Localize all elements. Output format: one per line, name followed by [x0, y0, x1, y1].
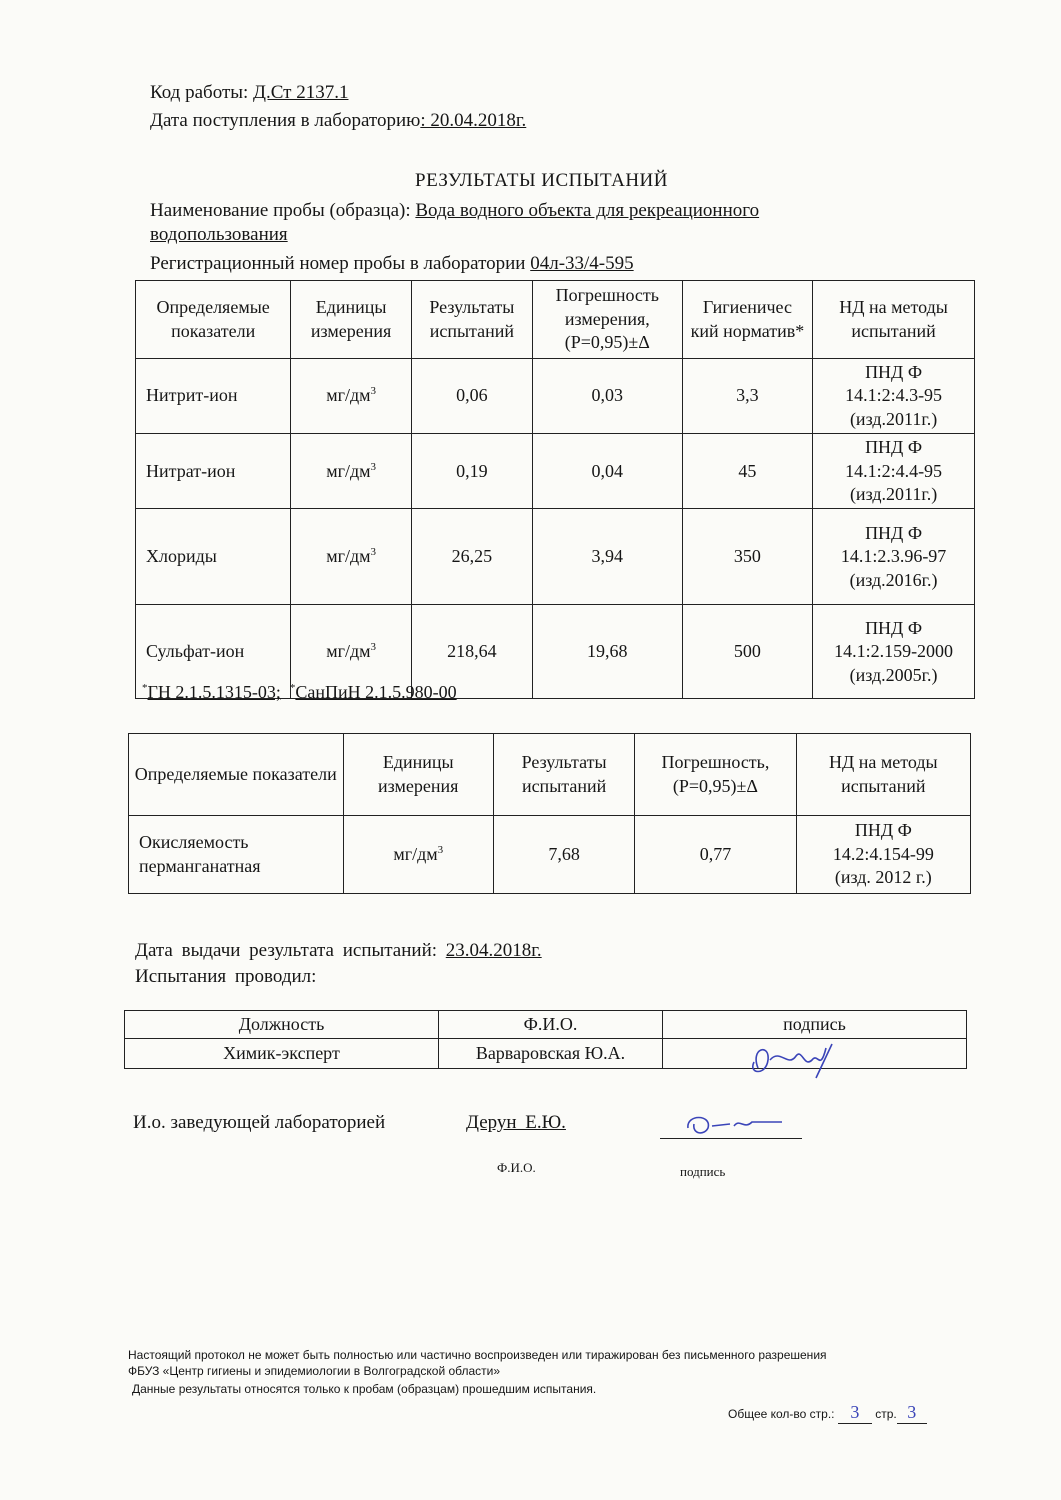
unit-text: мг/дм [326, 460, 371, 481]
row-indicator: Нитрит-ион [136, 359, 291, 434]
row-error: 0,04 [532, 434, 682, 509]
row-result: 0,06 [411, 359, 532, 434]
job-code-value: Д.Ст 2137.1 [253, 82, 349, 103]
staff-table [124, 1010, 967, 1069]
unit-sup: 3 [370, 546, 377, 559]
col-nd: НД на методы испытаний [796, 734, 970, 816]
col-signature: подпись [663, 1011, 967, 1039]
row-unit [291, 509, 412, 605]
indicator-line: перманганатная [139, 855, 261, 876]
unit-text: мг/дм [393, 843, 438, 864]
table-row [136, 359, 975, 434]
row-result: 218,64 [411, 605, 532, 699]
page-label: стр. [875, 1407, 897, 1421]
nd-line: ПНД Ф [865, 437, 923, 458]
table-row [136, 509, 975, 605]
nd-line: ПНД Ф [865, 617, 923, 638]
row-indicator: Сульфат-ион [136, 605, 291, 699]
footer-notice-2: ФБУЗ «Центр гигиены и эпидемиологии в Волгоградской области» [128, 1364, 501, 1378]
nd-line: ПНД Ф [854, 820, 912, 841]
issue-date: 23.04.2018г. [445, 940, 542, 961]
nd-line: 14.1:2.3.96-97 [840, 546, 947, 567]
col-fio: Ф.И.О. [439, 1011, 663, 1039]
nd-line: ПНД Ф [865, 362, 923, 382]
results-table-header [136, 281, 975, 359]
row-nd [813, 509, 975, 605]
col-result: Результаты испытаний [411, 281, 532, 359]
oxidizability-table-header [129, 734, 971, 816]
page-title: РЕЗУЛЬТАТЫ ИСПЫТАНИЙ [415, 170, 668, 191]
sample-name-value-1: Вода водного объекта для рекреационного [415, 200, 760, 221]
row-unit [291, 434, 412, 509]
sample-name-label: Наименование пробы (образца): [150, 200, 411, 221]
signature-caption: подпись [680, 1164, 726, 1179]
col-indicator: Определяемые показатели [129, 734, 344, 816]
footnote-gn: ГН 2.1.5.1315-03; [147, 682, 281, 702]
col-nd: НД на методы испытаний [813, 281, 975, 359]
unit-sup: 3 [370, 460, 377, 473]
unit-text: мг/дм [326, 546, 371, 567]
row-norm: 500 [682, 605, 812, 699]
col-result: Результаты испытаний [493, 734, 634, 816]
row-error: 3,94 [532, 509, 682, 605]
staff-name: Варваровская Ю.А. [439, 1039, 663, 1069]
nd-line: (изд.2011г.) [849, 483, 938, 504]
col-norm: Гигиеничес кий норматив* [682, 281, 812, 359]
nd-line: 14.1:2:4.4-95 [845, 460, 943, 481]
job-code-label: Код работы: [150, 82, 249, 103]
sample-name-cont: водопользования [150, 224, 288, 245]
unit-sup: 3 [437, 843, 444, 856]
unit-sup: 3 [370, 385, 377, 398]
nd-line: 14.1:2:4.3-95 [845, 385, 943, 406]
table-footnote: *ГН 2.1.5.1315-03; *СанПиН 2.1.5.980-00 [142, 682, 457, 702]
row-indicator [129, 816, 344, 894]
col-indicator: Определяемые показатели [136, 281, 291, 359]
row-indicator: Хлориды [136, 509, 291, 605]
footer-notice-1: Настоящий протокол не может быть полностью или частично воспроизведен или тиражирован без письменного разрешения [128, 1348, 827, 1362]
issue-date-label: Дата выдачи результата испытаний: [135, 940, 438, 961]
nd-line: (изд. 2012 г.) [834, 867, 932, 888]
signature-image [740, 1038, 840, 1086]
col-unit: Единицы измерения [343, 734, 493, 816]
col-error: Погрешность, (Р=0,95)±Δ [635, 734, 796, 816]
oxidizability-table [128, 733, 971, 894]
sample-name-value-2 [150, 224, 288, 246]
fio-caption: Ф.И.О. [497, 1160, 536, 1175]
page-number: 3 [897, 1402, 927, 1424]
row-nd [796, 816, 970, 894]
footer-notice-3: Данные результаты относятся только к пробам (образцам) прошедшим испытания. [132, 1382, 597, 1396]
head-name: Дерун Е.Ю. [466, 1112, 566, 1133]
head-signature-image [682, 1110, 792, 1140]
row-norm: 45 [682, 434, 812, 509]
col-error: Погрешность измерения, (Р=0,95)±Δ [532, 281, 682, 359]
received-date: : 20.04.2018г. [420, 110, 527, 131]
indicator-line: Окисляемость [139, 832, 249, 853]
row-error: 0,03 [532, 359, 682, 434]
row-indicator: Нитрат-ион [136, 434, 291, 509]
row-norm: 350 [682, 509, 812, 605]
row-error: 19,68 [532, 605, 682, 699]
nd-line: (изд.2011г.) [849, 408, 938, 429]
col-position: Должность [125, 1011, 439, 1039]
unit-text: мг/дм [326, 641, 371, 662]
nd-line: (изд.2016г.) [849, 569, 938, 590]
nd-line: ПНД Ф [865, 522, 923, 543]
row-nd [813, 359, 975, 434]
staff-table-header [125, 1011, 967, 1039]
col-unit: Единицы измерения [291, 281, 412, 359]
results-table [135, 280, 975, 699]
row-nd [813, 434, 975, 509]
pages-total-label: Общее кол-во стр.: [728, 1407, 835, 1421]
footnote-sanpin: СанПиН 2.1.5.980-00 [295, 682, 457, 702]
received-label: Дата поступления в лабораторию [150, 110, 421, 131]
job-code-line [150, 82, 348, 104]
nd-line: (изд.2005г.) [849, 664, 938, 685]
row-nd [813, 605, 975, 699]
unit-sup: 3 [370, 641, 377, 654]
row-result: 0,19 [411, 434, 532, 509]
table-row [125, 1039, 967, 1069]
table-row [129, 816, 971, 894]
nd-line: 14.1:2.159-2000 [834, 641, 954, 662]
row-result: 7,68 [493, 816, 634, 894]
unit-text: мг/дм [326, 385, 371, 406]
pages-total: 3 [838, 1402, 872, 1424]
issue-date-line [135, 940, 542, 962]
row-result: 26,25 [411, 509, 532, 605]
row-unit [291, 359, 412, 434]
registration-line [150, 253, 634, 275]
staff-position: Химик-эксперт [125, 1039, 439, 1069]
head-label: И.о. заведующей лабораторией [133, 1112, 386, 1133]
sample-name-line [150, 200, 870, 222]
performed-by-label: Испытания проводил: [135, 966, 317, 987]
registration-label: Регистрационный номер пробы в лаборатории [150, 253, 526, 274]
nd-line: 14.2:4.154-99 [832, 843, 934, 864]
page-count [728, 1402, 927, 1424]
row-norm: 3,3 [682, 359, 812, 434]
row-unit [343, 816, 493, 894]
row-error: 0,77 [635, 816, 796, 894]
table-row [136, 434, 975, 509]
received-date-line [150, 110, 526, 132]
registration-number: 04л-33/4-595 [530, 253, 634, 274]
